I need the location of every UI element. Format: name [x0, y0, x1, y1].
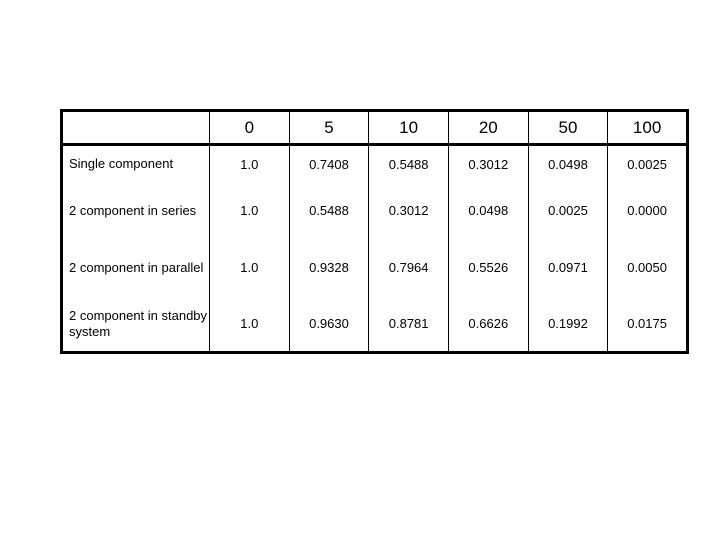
row-label: 2 component in parallel	[69, 259, 204, 275]
column-header: 5	[289, 111, 369, 145]
table-cell: 0.1992	[528, 296, 608, 353]
table-cell: 1.0	[210, 239, 290, 296]
table-cell: 1.0	[210, 182, 290, 239]
table-row	[62, 145, 688, 183]
header-row	[62, 111, 688, 145]
table-cell: 0.5488	[289, 182, 369, 239]
table-cell: 0.8781	[369, 296, 449, 353]
table-cell: 0.0175	[608, 296, 688, 353]
row-label: Single component	[69, 156, 174, 171]
table-row	[62, 182, 688, 239]
table-cell: 1.0	[210, 145, 290, 183]
table-cell: 0.0050	[608, 239, 688, 296]
table-cell: 0.0000	[608, 182, 688, 239]
row-label: 2 component in series	[69, 202, 197, 218]
table-cell: 0.7964	[369, 239, 449, 296]
table-cell: 0.5526	[448, 239, 528, 296]
table-cell: 0.0498	[528, 145, 608, 183]
column-header: 10	[369, 111, 449, 145]
table-cell: 0.3012	[369, 182, 449, 239]
column-header: 0	[210, 111, 290, 145]
table-row	[62, 239, 688, 296]
table-cell: 1.0	[210, 296, 290, 353]
table-cell: 0.6626	[448, 296, 528, 353]
table-row	[62, 296, 688, 353]
table-cell: 0.0025	[528, 182, 608, 239]
column-header: 100	[608, 111, 688, 145]
row-label: 2 component in standby system	[69, 307, 208, 339]
corner-cell	[62, 111, 210, 145]
table-cell: 0.9328	[289, 239, 369, 296]
table-cell: 0.7408	[289, 145, 369, 183]
reliability-table	[60, 109, 689, 354]
table-cell: 0.0971	[528, 239, 608, 296]
table-cell: 0.5488	[369, 145, 449, 183]
table-cell: 0.3012	[448, 145, 528, 183]
table-cell: 0.0025	[608, 145, 688, 183]
column-header: 50	[528, 111, 608, 145]
table-cell: 0.0498	[448, 182, 528, 239]
column-header: 20	[448, 111, 528, 145]
table-cell: 0.9630	[289, 296, 369, 353]
